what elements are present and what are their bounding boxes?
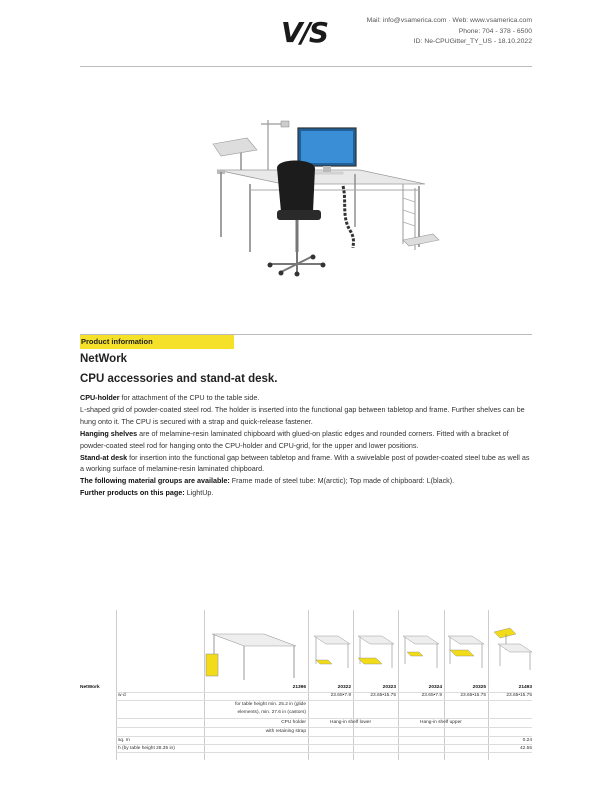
variant-image-21396: [204, 624, 308, 680]
variant-image-20325: [446, 630, 486, 670]
variant-image-20324: [401, 630, 441, 670]
variant-image-20322: [312, 630, 352, 670]
product-variant-table: [80, 610, 532, 760]
variant-dimensions: 23.65•15.75: [460, 693, 486, 698]
variant-code: 21493: [518, 685, 532, 690]
stand-desk-paragraph: [80, 452, 535, 476]
variant-code: 20325: [472, 685, 486, 690]
row-label-height: h (by table height 28.35 in): [118, 746, 175, 751]
cpu-holder-text: for attachment of the CPU to the table side.: [119, 393, 260, 402]
cpu-holder-label: CPU holder: [281, 720, 306, 725]
retaining-strap-label: with retaining strap: [265, 729, 306, 734]
variant-code: 20322: [337, 685, 351, 690]
variant-dimensions: 23.65•7.9: [421, 693, 442, 698]
contact-phone: Phone: 704 - 378 - 6500: [458, 27, 532, 35]
table-row-line: [116, 700, 532, 701]
contact-mail-web: Mail: info@vsamerica.com · Web: www.vsamerica.com: [366, 17, 532, 24]
variant-dimensions: 23.65•15.75: [370, 693, 396, 698]
row-label-wd: w·d: [118, 693, 126, 698]
table-divider: [116, 610, 117, 760]
header-divider: [80, 66, 532, 67]
material-text: Frame made of steel tube: M(arctic); Top made of chipboard: L(black).: [229, 476, 455, 486]
table-height-note-line2: elements), min. 27.6 in (castors): [237, 710, 306, 715]
variant-dimensions: 23.65•15.75: [506, 693, 532, 698]
sqm-value: 0.24: [522, 738, 532, 743]
hang-upper-label: Hang-in shelf upper: [420, 720, 462, 725]
cpu-holder-paragraph: [80, 392, 535, 404]
table-row-line: [116, 727, 532, 728]
hanging-shelves-paragraph: [80, 428, 535, 452]
hanging-shelves-text: are of melamine-resin laminated chipboard with glued-on plastic edges and rounded corners. Fitted with a bracket of powder-coated steel rod for hanging onto the CPU-holder and CPU-grid, for the upper and lower positions.: [80, 428, 509, 450]
table-row-line: [116, 718, 532, 719]
table-row-line: [116, 736, 532, 737]
variant-image-21493: [490, 624, 532, 670]
series-label: NetWork: [80, 685, 100, 690]
variant-code: 20323: [382, 685, 396, 690]
table-row-line: [116, 752, 532, 753]
cpu-holder-term: CPU-holder: [80, 393, 120, 402]
product-info-badge: Product information: [80, 335, 234, 349]
contact-info: [367, 16, 532, 48]
variant-code: 20324: [428, 685, 442, 690]
product-name: NetWork: [80, 353, 128, 365]
variant-dimensions: 23.65•7.9: [330, 693, 351, 698]
product-description: [80, 392, 535, 499]
height-value: 42.55: [519, 746, 532, 751]
material-term: The following material groups are available:: [80, 476, 230, 486]
further-products-term: Further products on this page:: [80, 488, 185, 498]
product-subtitle: CPU accessories and stand-at desk.: [80, 373, 278, 385]
stand-desk-term: Stand-at desk: [80, 452, 128, 462]
brand-logo: V/S: [281, 16, 328, 49]
hanging-shelves-term: Hanging shelves: [80, 428, 138, 438]
document-id: ID: Ne-CPUGitter_TY_US - 18.10.2022: [413, 38, 532, 45]
product-illustration: [195, 112, 445, 288]
further-products-paragraph: [80, 487, 535, 499]
cpu-holder-detail: L-shaped grid of powder-coated steel rod. The holder is inserted into the functional gap between tabletop and frame. Further shelves can be hung onto it. The CPU is secured with a strap and quick-release fastener.: [80, 404, 525, 426]
row-label-sqm: sq. m: [118, 738, 130, 743]
further-products-text: LightUp.: [184, 488, 214, 498]
hang-lower-label: Hang-in shelf lower: [330, 720, 372, 725]
material-paragraph: [80, 475, 535, 487]
stand-desk-text: for insertion into the functional gap between tabletop and frame. With a swivelable post of powder-coated steel tube as well as a working surface of melamine-resin laminated chipboard.: [80, 452, 530, 474]
variant-image-20323: [356, 630, 396, 670]
variant-code: 21396: [292, 685, 306, 690]
table-row-line: [116, 744, 532, 745]
table-height-note-line1: for table height min. 25.2 in (glide: [235, 702, 306, 707]
